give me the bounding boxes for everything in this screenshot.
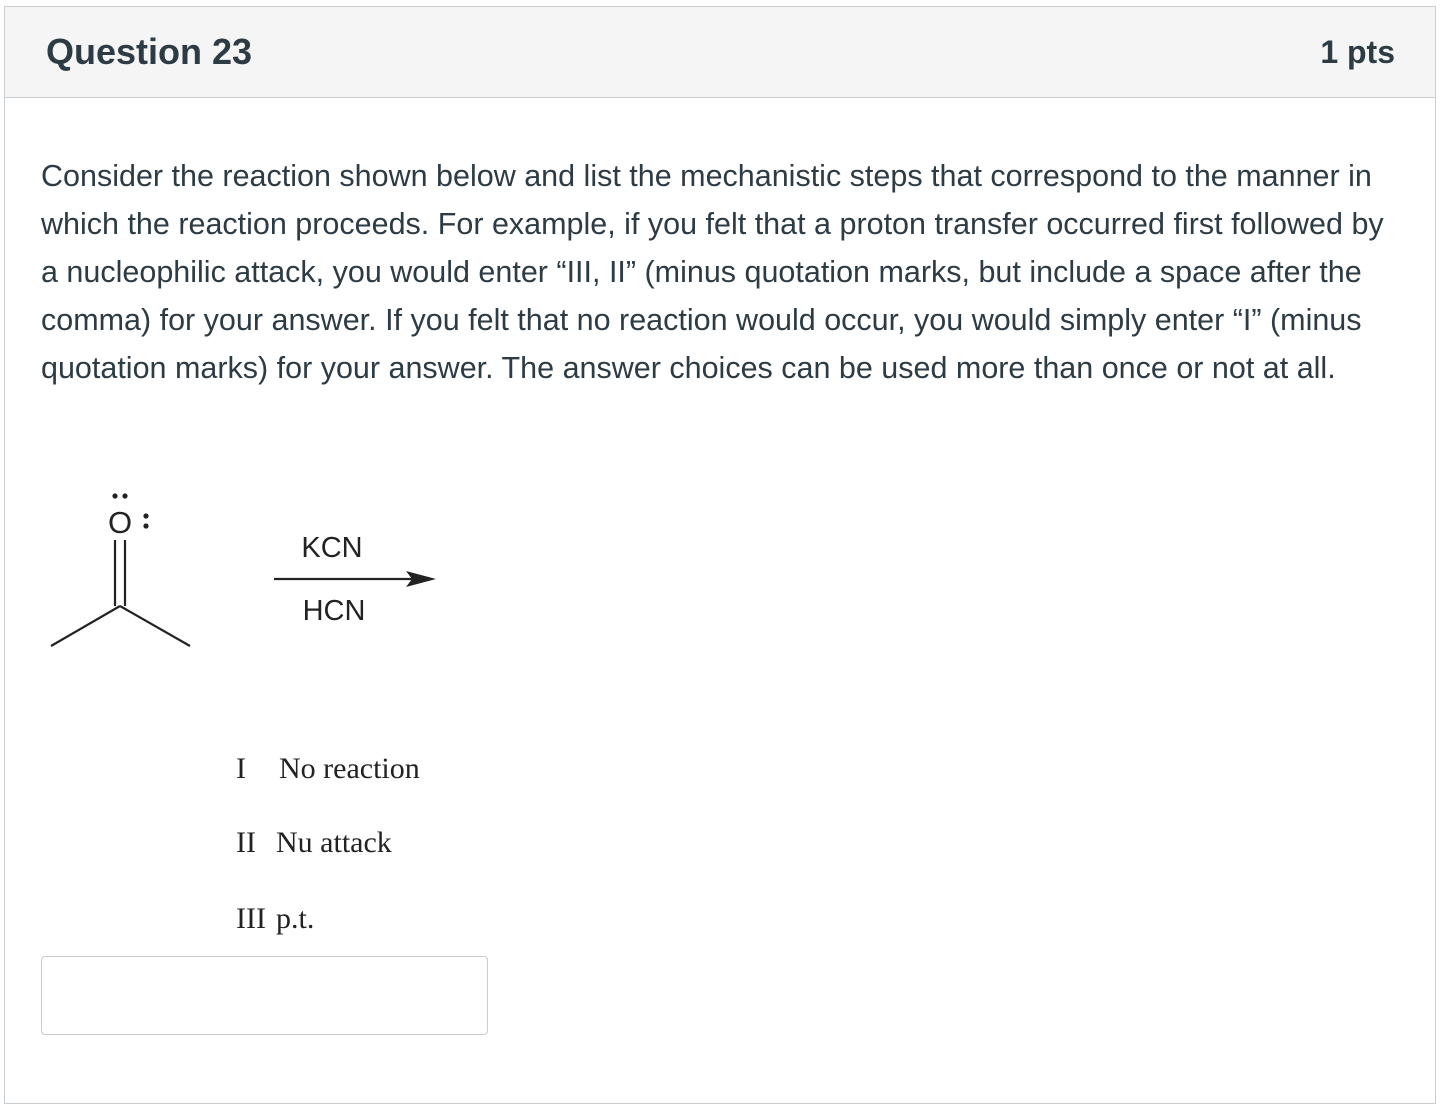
reagent-top: KCN <box>301 532 363 564</box>
oxygen-atom-label: O <box>107 505 133 540</box>
choice-label: No reaction <box>279 752 420 785</box>
reaction-scheme <box>40 486 460 656</box>
question-text: Consider the reaction shown below and list the mechanistic steps that correspond to the manner in which the reaction proceeds. For example, if you felt that a proton transfer occurred first followed by a nucleophilic attack, you would enter “III, II” (minus quotation marks, but include a space after the comma) for your answer. If you felt that no reaction would occur, you would simply enter “I” (minus quotation marks) for your answer. The answer choices can be used more than once or not at all. <box>41 159 1384 385</box>
choice-number: II <box>236 826 256 859</box>
choice-number: III <box>236 902 266 935</box>
choice-label: Nu attack <box>276 826 392 859</box>
choice-label: p.t. <box>276 902 315 935</box>
methyl-bond-right <box>120 606 190 646</box>
answer-input[interactable] <box>41 956 488 1035</box>
question-points: 1 pts <box>1320 33 1395 70</box>
question-header <box>5 7 1435 98</box>
lone-pair-dot-top-right <box>122 493 127 498</box>
choice-number: I <box>236 752 246 785</box>
reagent-bottom: HCN <box>302 595 366 627</box>
question-title: Question 23 <box>46 31 253 72</box>
lone-pair-dot-right-bottom <box>143 523 148 528</box>
choice-item <box>206 868 314 970</box>
methyl-bond-left <box>51 606 120 646</box>
lone-pair-dot-top-left <box>112 493 117 498</box>
lone-pair-dot-right-top <box>143 513 148 518</box>
